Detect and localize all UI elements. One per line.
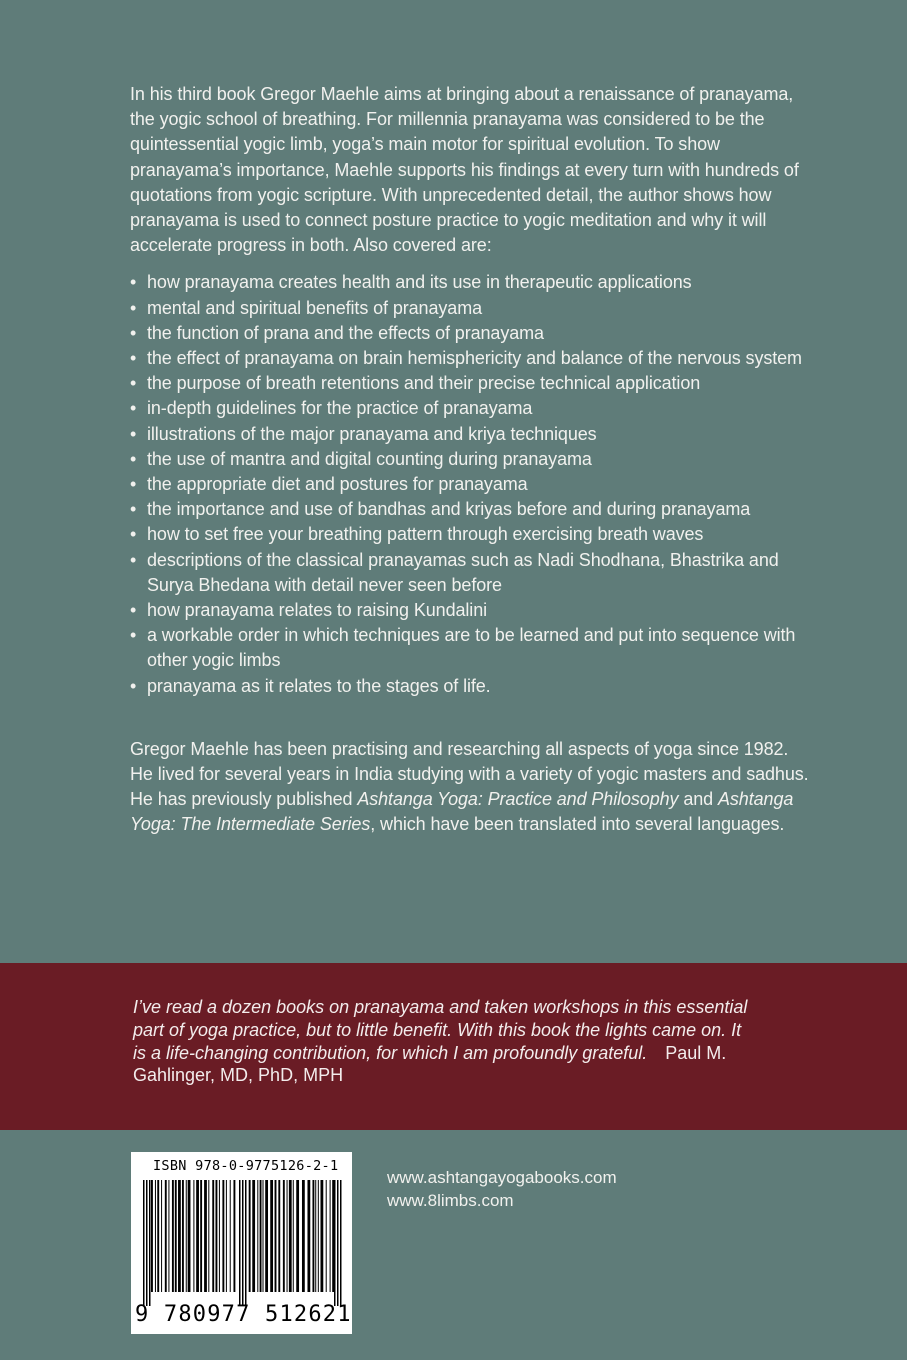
- bullet-icon: •: [130, 348, 137, 369]
- book-title: Ashtanga Yoga: The Intermediate Series: [130, 789, 794, 835]
- testimonial-author: Paul M. Gahlinger, MD, PhD, MPH: [133, 1042, 727, 1086]
- website-links: [387, 1166, 617, 1212]
- bullet-icon: •: [130, 524, 137, 545]
- bullet-icon: •: [130, 675, 137, 696]
- list-item: • descriptions of the classical pranayamas such as Nadi Shodhana, Bhastrika and Surya Bhedana with detail never seen before: [130, 549, 779, 595]
- testimonial-band: [0, 963, 907, 1130]
- list-item: • illustrations of the major pranayama and kriya techniques: [130, 422, 810, 447]
- list-item: • the appropriate diet and postures for pranayama: [130, 472, 810, 497]
- list-item: • mental and spiritual benefits of pranayama: [130, 296, 810, 321]
- list-item: • how pranayama creates health and its use in therapeutic applications: [130, 270, 810, 295]
- barcode-bars-icon: [143, 1180, 342, 1306]
- list-item: • the importance and use of bandhas and kriyas before and during pranayama: [130, 497, 810, 522]
- bullet-icon: •: [130, 297, 137, 318]
- bullet-icon: •: [130, 448, 137, 469]
- bullet-icon: •: [130, 272, 137, 293]
- isbn-label: ISBN 978-0-9775126-2-1: [153, 1158, 339, 1174]
- list-item: • a workable order in which techniques are to be learned and put into sequence with other yogic limbs: [130, 625, 796, 671]
- testimonial: [133, 996, 753, 1087]
- list-item: • the purpose of breath retentions and their precise technical application: [130, 371, 810, 396]
- barcode-digits: 9 780977 512621: [135, 1302, 352, 1327]
- bullet-icon: •: [130, 322, 137, 343]
- bullet-icon: •: [130, 625, 137, 646]
- testimonial-text: I’ve read a dozen books on pranayama and taken workshops in this essential part of yoga practice, but to little benefit. With this book the lights came on. It is a life-changing contribution, for which I am profoundly grateful.: [133, 997, 748, 1063]
- topics-list: [130, 270, 810, 698]
- list-item: • pranayama as it relates to the stages of life.: [130, 674, 810, 699]
- bullet-icon: •: [130, 549, 137, 570]
- list-item: • the use of mantra and digital counting during pranayama: [130, 447, 810, 472]
- intro-paragraph: In his third book Gregor Maehle aims at bringing about a renaissance of pranayama, the yogic school of breathing. For millennia pranayama was considered to be the quintessential yogic limb, yoga’s main motor for spiritual evolution. To show pranayama’s importance, Maehle supports his findings at every turn with hundreds of quotations from yogic scripture. With unprecedented detail, the author shows how pranayama is used to connect posture practice to yogic meditation and why it will accelerate progress in both. Also covered are:: [130, 84, 799, 256]
- url-link[interactable]: www.8limbs.com: [387, 1191, 514, 1210]
- bullet-icon: •: [130, 398, 137, 419]
- barcode: [131, 1152, 352, 1334]
- author-bio: Gregor Maehle has been practising and researching all aspects of yoga since 1982. He lived for several years in India studying with a variety of yogic masters and sadhus. He has previously published Ashtanga Yoga: Practice and Philosophy and Ashtanga Yoga: The Intermediate Series, which have been translated into several languages.: [130, 738, 809, 835]
- url-link[interactable]: www.ashtangayogabooks.com: [387, 1168, 617, 1187]
- list-item: • how to set free your breathing pattern through exercising breath waves: [130, 522, 810, 547]
- bullet-icon: •: [130, 474, 137, 495]
- book-title: Ashtanga Yoga: Practice and Philosophy: [357, 789, 679, 810]
- bullet-icon: •: [130, 423, 137, 444]
- bullet-icon: •: [130, 373, 137, 394]
- bullet-icon: •: [130, 600, 137, 621]
- list-item: • the effect of pranayama on brain hemisphericity and balance of the nervous system: [130, 346, 810, 371]
- back-cover-text: [130, 82, 810, 838]
- list-item: • how pranayama relates to raising Kundalini: [130, 598, 810, 623]
- list-item: • in-depth guidelines for the practice of pranayama: [130, 396, 810, 421]
- bullet-icon: •: [130, 499, 137, 520]
- list-item: • the function of prana and the effects of pranayama: [130, 321, 810, 346]
